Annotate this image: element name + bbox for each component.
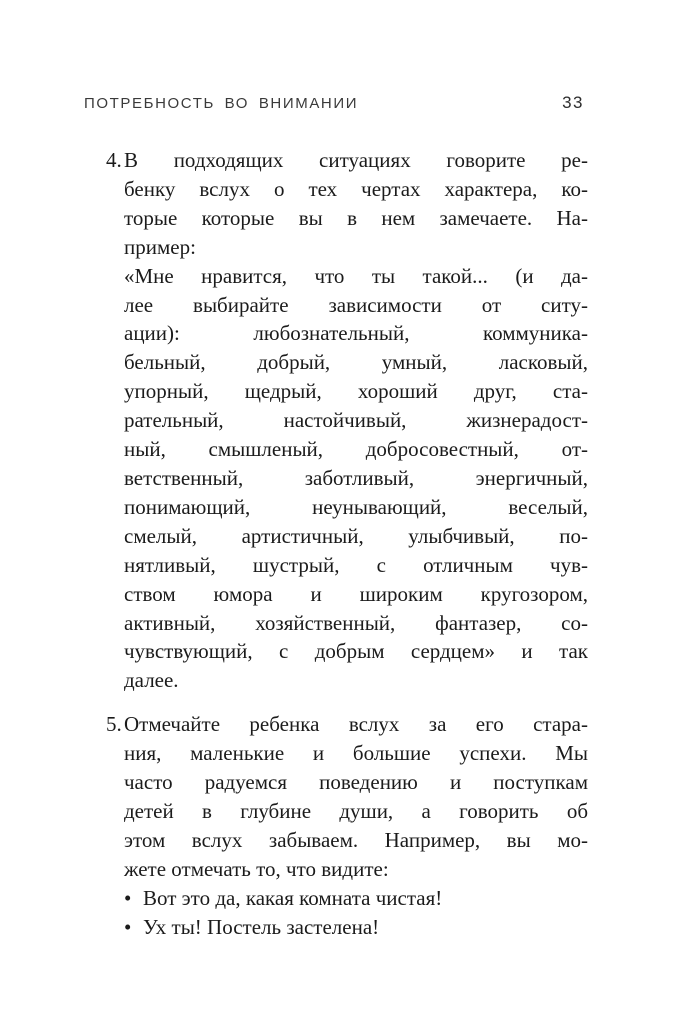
text-line: часто радуемся поведению и поступкам	[124, 770, 588, 795]
text-line: торые которые вы в нем замечаете. На-	[124, 205, 588, 230]
text-line: жете отмечать то, что видите:	[124, 856, 389, 881]
text-line: В подходящих ситуациях говорите ре-	[124, 148, 588, 172]
page-number: 33	[562, 93, 584, 112]
text-line: смелый, артистичный, улыбчивый, по-	[124, 523, 588, 548]
bullet-text: Вот это да, какая комната чистая!	[143, 885, 443, 910]
text-line: бенку вслух о тех чертах характера, ко-	[124, 176, 588, 201]
bullet-icon: •	[124, 885, 132, 910]
bullet-item	[124, 884, 588, 913]
text-line: чувствующий, с добрым сердцем» и так	[124, 639, 588, 664]
text-line: «Мне нравится, что ты такой... (и да-	[124, 263, 588, 288]
numbered-list	[106, 146, 588, 941]
item-number: 4.	[106, 148, 122, 172]
text-line: активный, хозяйственный, фантазер, со-	[124, 610, 588, 635]
numbered-item-4	[106, 146, 588, 695]
text-line: пример:	[124, 234, 196, 259]
text-line: бельный, добрый, умный, ласковый,	[124, 350, 588, 375]
text-line: ством юмора и широким кругозором,	[124, 581, 588, 606]
bullet-icon: •	[124, 914, 132, 939]
text-line: ный, смышленый, добросовестный, от-	[124, 437, 588, 462]
item-text	[124, 710, 588, 941]
text-line: этом вслух забываем. Например, вы мо-	[124, 827, 588, 852]
text-line: нятливый, шустрый, с отличным чув-	[124, 552, 588, 577]
text-line: ветственный, заботливый, энергичный,	[124, 465, 588, 490]
page-header	[84, 93, 584, 113]
bullet-text: Ух ты! Постель застелена!	[143, 914, 380, 939]
text-line: упорный, щедрый, хороший друг, ста-	[124, 379, 588, 404]
text-line: лее выбирайте зависимости от ситу-	[124, 292, 588, 317]
text-line: понимающий, неунывающий, веселый,	[124, 494, 588, 519]
item-number: 5.	[106, 712, 122, 737]
text-line: рательный, настойчивый, жизнерадост-	[124, 408, 588, 433]
numbered-item-5	[106, 710, 588, 941]
text-line: Отмечайте ребенка вслух за его стара-	[124, 712, 588, 737]
text-line: ния, маленькие и большие успехи. Мы	[124, 741, 588, 766]
text-line: далее.	[124, 668, 179, 693]
running-head-title: ПОТРЕБНОСТЬ ВО ВНИМАНИИ	[84, 95, 359, 112]
item-text	[124, 146, 588, 695]
text-line: ации): любознательный, коммуника-	[124, 321, 588, 346]
bullet-item	[124, 913, 588, 942]
text-line: детей в глубине души, а говорить об	[124, 798, 588, 823]
